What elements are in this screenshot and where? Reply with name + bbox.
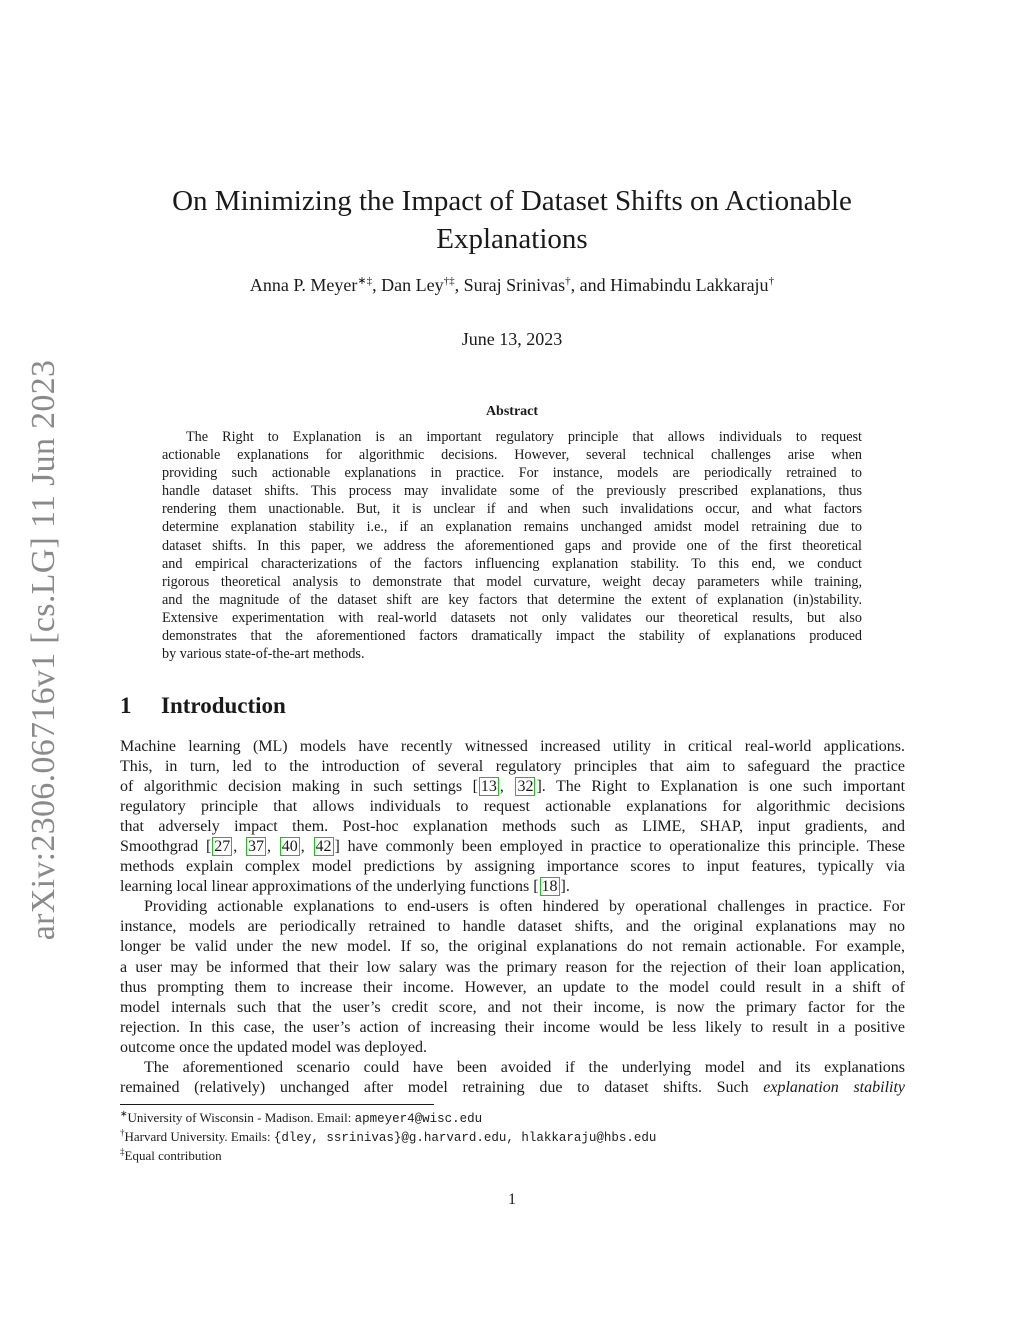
- emphasis-text: explanation stability: [763, 1078, 905, 1096]
- abstract-line: actionable explanations for algorithmic decisions. However, several technical challenges arise when: [162, 447, 862, 464]
- introduction-body: [120, 737, 905, 1098]
- author-name: Suraj Srinivas: [463, 275, 566, 295]
- abstract-line: demonstrates that the aforementioned factors dramatically impact the stability of explanations produced: [162, 628, 862, 645]
- title-line-2: Explanations: [436, 223, 588, 255]
- body-line: longer be valid under the new model. If so, the original explanations do not remain actionable. For example,: [120, 938, 905, 956]
- body-line: methods explain complex model predictions by assigning importance scores to input features, typically via: [120, 858, 905, 876]
- title-line-1: On Minimizing the Impact of Dataset Shifts on Actionable: [172, 185, 852, 217]
- body-line: model internals such that the user’s credit score, and not their income, is now the primary factor for the: [120, 998, 905, 1016]
- body-line: learning local linear approximations of the underlying functions [ 18 ].: [120, 878, 570, 896]
- abstract-line: rendering them unactionable. But, it is unclear if and when such invalidations occur, and what factors: [162, 501, 862, 518]
- abstract-line: and empirical characterizations of the factors influencing explanation stability. To this end, we conduct: [162, 555, 862, 572]
- footnote: ∗University of Wisconsin - Madison. Email: apmeyer4@wisc.edu: [120, 1108, 483, 1126]
- citation-link[interactable]: 13: [480, 778, 497, 796]
- abstract-body: [162, 428, 862, 663]
- page-number: 1: [508, 1191, 516, 1208]
- abstract-line: dataset shifts. In this paper, we address the aforementioned gaps and provide one of the first theoretical: [162, 537, 862, 554]
- author-separator: ,: [372, 275, 382, 295]
- author-name: Himabindu Lakkaraju: [610, 275, 769, 295]
- abstract-heading: Abstract: [485, 404, 539, 419]
- citation-link[interactable]: 32: [517, 778, 534, 796]
- citation-link[interactable]: 18: [541, 878, 558, 896]
- body-line: rejection. In this case, the user’s action of increasing their income would be less likely to result in a positive: [120, 1018, 905, 1036]
- section-title: Introduction: [161, 693, 286, 718]
- citation-link[interactable]: 40: [281, 838, 298, 856]
- author-name: Anna P. Meyer: [249, 275, 358, 295]
- citation-link[interactable]: 37: [248, 838, 265, 856]
- footnote-mark: †: [120, 1127, 125, 1138]
- author-list: [0, 275, 1024, 296]
- footnote-rule: [120, 1104, 434, 1105]
- body-line: thus prompting them to increase their income. However, an update to the model could result in a shift of: [120, 978, 905, 996]
- abstract-line: handle dataset shifts. This process may invalidate some of the previously prescribed explanations, thus: [162, 483, 862, 500]
- author-affiliation-mark: †: [565, 275, 571, 287]
- citation-link[interactable]: 42: [315, 838, 332, 856]
- abstract-line: and the magnitude of the dataset shift are key factors that determine the extent of explanation (in)stability.: [162, 591, 862, 608]
- footnote-email: apmeyer4@wisc.edu: [354, 1112, 483, 1126]
- body-line: outcome once the updated model was deployed.: [120, 1038, 428, 1056]
- abstract-line: providing such actionable explanations in practice. For instance, models are periodically retrained to: [162, 465, 862, 482]
- footnote-email: {dley, ssrinivas}@g.harvard.edu, hlakkaraju@hbs.edu: [273, 1131, 657, 1145]
- body-line: The aforementioned scenario could have been avoided if the underlying model and its explanations: [144, 1058, 905, 1076]
- body-line: Machine learning (ML) models have recently witnessed increased utility in critical real-world applications.: [120, 738, 905, 755]
- body-line: remained (relatively) unchanged after model retraining due to dataset shifts. Such explanation stability: [120, 1078, 905, 1096]
- body-line: This, in turn, led to the introduction of several regulatory principles that aim to safeguard the practice: [120, 758, 905, 776]
- author-affiliation-mark: †‡: [443, 275, 455, 287]
- section-heading: [120, 693, 286, 719]
- section-number: 1: [120, 693, 132, 718]
- footnote: †Harvard University. Emails: {dley, ssrinivas}@g.harvard.edu, hlakkaraju@hbs.edu: [120, 1127, 657, 1145]
- body-line: regulatory principle that allows individuals to request actionable explanations for algorithmic decisions: [120, 798, 905, 816]
- footnote-mark: ‡: [120, 1146, 125, 1157]
- abstract-line: determine explanation stability i.e., if an explanation remains unchanged amidst model retraining due to: [162, 519, 862, 536]
- body-line: a user may be informed that their low salary was the primary reason for the rejection of their loan application,: [120, 958, 905, 976]
- body-line: of algorithmic decision making in such settings [ 13 , 32 ]. The Right to Explanation is one such important: [120, 778, 906, 796]
- body-line: Providing actionable explanations to end-users is often hindered by operational challenges in practice. For: [144, 898, 905, 916]
- body-line: instance, models are periodically retrained to handle dataset shifts, and the original explanations may no: [120, 918, 905, 936]
- author-separator: , and: [570, 275, 611, 295]
- arxiv-identifier: arXiv:2306.06716v1 [cs.LG] 11 Jun 2023: [25, 359, 62, 941]
- body-line: that adversely impact them. Post-hoc explanation methods such as LIME, SHAP, input gradients, and: [120, 818, 905, 836]
- author-affiliation-mark: ∗‡: [357, 275, 373, 287]
- abstract-line: Extensive experimentation with real-world datasets not only validates our theoretical results, but also: [162, 609, 862, 626]
- footnotes: [120, 1109, 656, 1165]
- paper-title: [0, 182, 1024, 258]
- citation-link[interactable]: 27: [214, 838, 231, 856]
- author-name: Dan Ley: [381, 275, 444, 295]
- author-affiliation-mark: †: [768, 275, 775, 287]
- footnote-mark: ∗: [120, 1108, 128, 1119]
- author-separator: ,: [454, 275, 464, 295]
- abstract-line: by various state-of-the-art methods.: [162, 646, 365, 663]
- abstract-line: rigorous theoretical analysis to demonstrate that model curvature, weight decay parameters while training,: [162, 573, 862, 590]
- paper-date: June 13, 2023: [461, 329, 563, 349]
- footnote: ‡Equal contribution: [120, 1146, 222, 1163]
- body-line: Smoothgrad [ 27 , 37 , 40 , 42 ] have commonly been employed in practice to operationalize this principle. These: [120, 838, 906, 856]
- abstract-line: The Right to Explanation is an important regulatory principle that allows individuals to request: [186, 429, 862, 445]
